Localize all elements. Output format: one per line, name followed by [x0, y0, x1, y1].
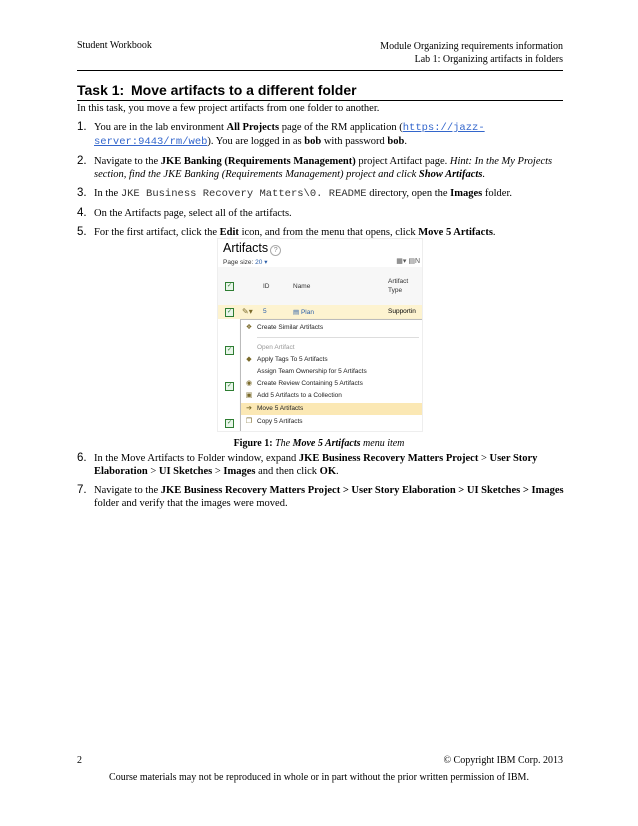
step-2 [77, 155, 567, 181]
step-text: icon, and from the menu that opens, click [238, 227, 419, 238]
step-number: 6. [77, 452, 87, 464]
create-similar-icon: ❖ [245, 324, 253, 331]
step-text: > [478, 453, 490, 464]
step-text: In the Move Artifacts to Folder window, expand [94, 453, 299, 464]
row-checkbox[interactable]: ✓ [226, 383, 233, 389]
row-checkbox[interactable]: ✓ [226, 309, 233, 315]
menu-label: Move 5 Artifacts [257, 405, 304, 412]
document-icon: ▤ [293, 309, 300, 316]
menu-label: Add 5 Artifacts to a Collection [257, 392, 342, 399]
artifacts-title [223, 241, 281, 256]
row-name[interactable] [293, 308, 314, 316]
step-number: 2. [77, 155, 87, 167]
menu-item-assign-ownership[interactable] [241, 366, 423, 378]
task-heading [77, 82, 563, 101]
step-text: . [404, 136, 407, 147]
row-name-text: Plan [300, 309, 314, 316]
menu-item-add-collection[interactable] [241, 390, 423, 402]
row-id: 5 [263, 308, 267, 315]
step-3 [77, 187, 567, 201]
header-rule [77, 70, 563, 71]
directory-path: JKE Business Recovery Matters\0. README [120, 188, 367, 200]
edit-icon[interactable]: ✎▾ [242, 307, 253, 316]
steps-list-continued [77, 452, 567, 516]
step-7 [77, 484, 567, 510]
tag-icon: ◆ [246, 356, 252, 363]
header-lab: Lab 1: Organizing artifacts in folders [414, 54, 563, 65]
steps-list [77, 121, 567, 245]
menu-label: Create Similar Artifacts [257, 324, 324, 331]
step-bold: bob [304, 136, 322, 147]
menu-item-create-similar[interactable] [241, 322, 423, 334]
menu-item-apply-tags[interactable] [241, 354, 423, 366]
select-all-checkbox[interactable]: ✓ [226, 283, 233, 289]
step-text: In the [94, 188, 121, 199]
header-left: Student Workbook [77, 40, 152, 51]
col-id: ID [263, 283, 270, 290]
copyright: © Copyright IBM Corp. 2013 [443, 755, 563, 766]
step-bold: Edit [219, 227, 239, 238]
col-type-line2: Type [388, 287, 403, 294]
step-bold: UI Sketches [158, 466, 213, 477]
server-link[interactable]: https://jazz-server:9443/rm/web [94, 122, 485, 148]
menu-separator [257, 337, 419, 338]
menu-label: Assign Team Ownership for 5 Artifacts [257, 368, 367, 375]
step-6 [77, 452, 567, 478]
step-bold: OK [319, 466, 337, 477]
caption-text: menu item [360, 438, 405, 449]
step-number: 4. [77, 207, 87, 219]
row-checkbox[interactable]: ✓ [226, 347, 233, 353]
step-bold: Images [450, 188, 483, 199]
artifacts-screenshot [217, 238, 423, 432]
page-size-label: Page size: [223, 259, 254, 266]
footer-notice: Course materials may not be reproduced in whole or in part without the prior written permission of IBM. [109, 772, 529, 783]
figure-caption [0, 438, 638, 449]
step-text: folder and verify that the images were moved. [94, 498, 288, 509]
step-text: > [147, 466, 159, 477]
copy-icon: ❐ [245, 418, 253, 425]
step-number: 3. [77, 187, 87, 199]
step-text: and then click [255, 466, 320, 477]
artifacts-title-text: Artifacts [223, 241, 269, 255]
step-text: page of the RM application ( [279, 122, 403, 133]
menu-label: Open Artifact [257, 344, 295, 351]
task-title: Move artifacts to a different folder [131, 82, 357, 98]
menu-label: Create Review Containing 5 Artifacts [257, 380, 363, 387]
step-text: . [492, 227, 496, 238]
caption-label: Figure 1: [233, 438, 273, 449]
menu-label: Copy 5 Artifacts [257, 418, 303, 425]
step-bold: Move 5 Artifacts [418, 227, 493, 238]
table-row[interactable] [218, 305, 422, 319]
step-text: Navigate to the [94, 156, 161, 167]
col-name: Name [293, 283, 311, 290]
help-icon[interactable]: ? [270, 245, 281, 256]
new-icon[interactable]: ▤N [408, 258, 420, 265]
step-bold: JKE Business Recovery Matters Project [298, 453, 479, 464]
header-module: Module Organizing requirements information [380, 41, 563, 52]
step-text: project Artifact page. [355, 156, 450, 167]
step-number: 5. [77, 226, 87, 238]
step-bold: Images [223, 466, 256, 477]
menu-item-move-artifacts[interactable] [241, 403, 423, 415]
step-bold: User Story Elaboration [94, 453, 538, 477]
header-right [380, 40, 563, 66]
step-bold: Show Artifacts [418, 169, 483, 180]
toolbar [396, 257, 420, 265]
step-bold: bob [387, 136, 405, 147]
step-number: 1. [77, 121, 87, 133]
step-text: with password [321, 136, 388, 147]
step-text: ). You are logged in as [207, 136, 305, 147]
menu-item-copy-artifacts[interactable] [241, 416, 423, 428]
page-size-select[interactable]: 20 [255, 259, 263, 266]
row-type: Supportin [388, 308, 416, 315]
task-number: Task 1: [77, 82, 125, 98]
caption-text: The [272, 438, 293, 449]
grid-icon[interactable]: ▦▾ [396, 258, 407, 265]
step-text: You are in the lab environment [94, 122, 227, 133]
step-number: 7. [77, 484, 87, 496]
row-checkbox[interactable]: ✓ [226, 420, 233, 426]
menu-item-open-artifact[interactable] [241, 342, 423, 354]
step-4 [77, 207, 567, 220]
move-icon: ➔ [246, 405, 252, 412]
edit-context-menu [240, 319, 423, 432]
step-bold: JKE Banking (Requirements Management) [160, 156, 356, 167]
step-bold: JKE Business Recovery Matters Project > User Story Elaboration > UI Sketches > Images [160, 485, 564, 496]
step-bold: All Projects [226, 122, 280, 133]
collection-icon: ▣ [245, 392, 253, 399]
step-hint: Hint: In the My Projects section, find the JKE Banking (Requirements Management) project and click [94, 156, 553, 180]
chevron-down-icon[interactable]: ▾ [262, 259, 268, 266]
page-size [223, 258, 267, 266]
menu-item-create-review[interactable] [241, 378, 423, 390]
step-text: > [212, 466, 224, 477]
task-intro: In this task, you move a few project artifacts from one folder to another. [77, 103, 380, 114]
step-1 [77, 121, 567, 149]
step-text: directory, open the [366, 188, 451, 199]
caption-bold: Move 5 Artifacts [292, 438, 361, 449]
col-type-line1: Artifact [388, 278, 409, 285]
step-hint: . [482, 169, 486, 180]
step-text: Navigate to the [94, 485, 161, 496]
step-text: . [336, 466, 339, 477]
table-header [218, 267, 422, 306]
step-text: folder. [482, 188, 513, 199]
menu-label: Apply Tags To 5 Artifacts [257, 356, 328, 363]
review-icon: ◉ [245, 380, 253, 387]
page-number: 2 [77, 755, 82, 766]
step-text: For the first artifact, click the [94, 227, 220, 238]
step-text: On the Artifacts page, select all of the artifacts. [94, 208, 292, 219]
